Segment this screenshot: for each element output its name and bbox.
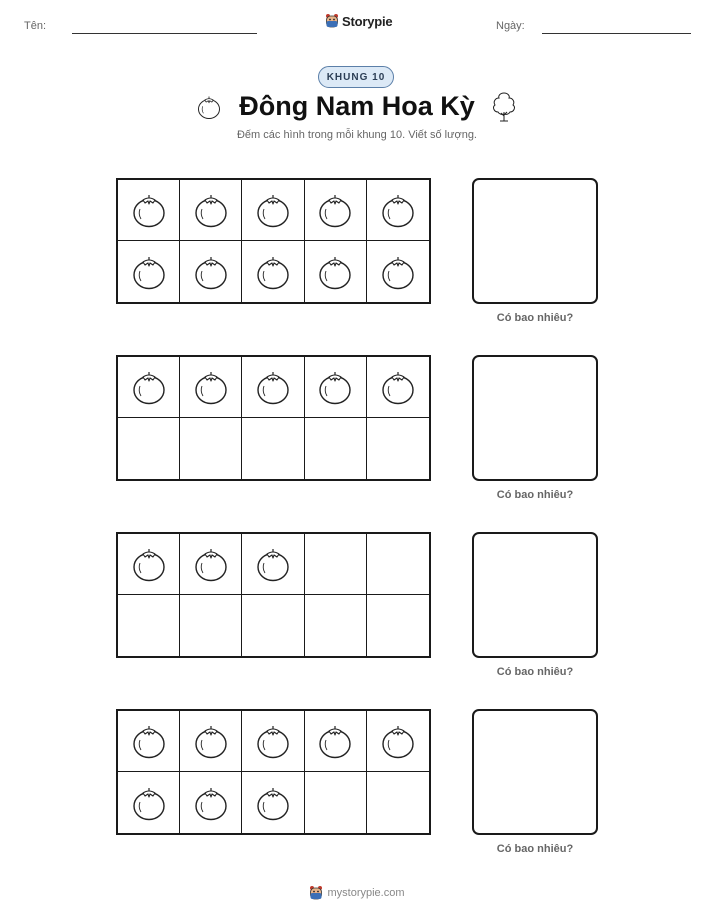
frame-cell: [118, 595, 180, 656]
answer-box-3[interactable]: [472, 532, 598, 658]
frame-cell: [180, 534, 242, 595]
frame-cell: [242, 180, 304, 241]
tree-icon: [491, 91, 517, 123]
frame-cell: [242, 711, 304, 772]
section-badge: KHUNG 10: [318, 66, 394, 88]
frame-cell: [305, 180, 367, 241]
frame-cell: [305, 357, 367, 418]
persimmon-icon: [129, 190, 169, 230]
persimmon-icon: [253, 252, 293, 292]
persimmon-icon: [253, 721, 293, 761]
persimmon-icon: [129, 252, 169, 292]
question-label-2: Có bao nhiêu?: [496, 489, 574, 501]
frame-cell: [305, 711, 367, 772]
frame-cell: [305, 241, 367, 302]
persimmon-icon: [378, 252, 418, 292]
frame-cell: [367, 180, 429, 241]
frame-cell: [305, 772, 367, 833]
persimmon-icon: [315, 190, 355, 230]
persimmon-icon: [129, 544, 169, 584]
persimmon-icon: [191, 544, 231, 584]
persimmon-icon: [378, 721, 418, 761]
frame-cell: [180, 711, 242, 772]
frame-cell: [242, 534, 304, 595]
frame-cell: [180, 357, 242, 418]
name-label: Tên:: [24, 20, 47, 32]
date-line[interactable]: [542, 33, 691, 34]
page-title: Đông Nam Hoa Kỳ: [239, 91, 475, 121]
frame-cell: [180, 772, 242, 833]
frame-cell: [118, 180, 180, 241]
instructions: Đếm các hình trong mỗi khung 10. Viết số lượng.: [236, 129, 477, 141]
ten-frame-4: [116, 709, 431, 835]
frame-cell: [305, 418, 367, 479]
frame-cell: [367, 418, 429, 479]
brand-logo: [325, 13, 392, 29]
persimmon-icon: [191, 783, 231, 823]
frame-cell: [242, 595, 304, 656]
persimmon-icon: [191, 252, 231, 292]
frame-cell: [367, 357, 429, 418]
frame-cell: [305, 595, 367, 656]
brand-name: Storypie: [342, 13, 393, 29]
answer-box-4[interactable]: [472, 709, 598, 835]
persimmon-icon: [253, 783, 293, 823]
question-label-4: Có bao nhiêu?: [496, 843, 574, 855]
frame-cell: [367, 534, 429, 595]
frame-cell: [180, 180, 242, 241]
frame-cell: [367, 241, 429, 302]
footer: [0, 885, 714, 901]
ten-frame-1: [116, 178, 431, 304]
persimmon-icon: [253, 190, 293, 230]
frame-cell: [118, 357, 180, 418]
frame-cell: [118, 711, 180, 772]
ten-frame-3: [116, 532, 431, 658]
frame-cell: [118, 534, 180, 595]
persimmon-icon: [315, 721, 355, 761]
question-label-3: Có bao nhiêu?: [496, 666, 574, 678]
persimmon-icon: [378, 190, 418, 230]
persimmon-icon: [253, 367, 293, 407]
frame-cell: [118, 772, 180, 833]
persimmon-icon: [315, 367, 355, 407]
frame-cell: [242, 241, 304, 302]
persimmon-icon: [129, 783, 169, 823]
frame-cell: [118, 241, 180, 302]
answer-box-1[interactable]: [472, 178, 598, 304]
persimmon-icon: [191, 721, 231, 761]
persimmon-icon: [191, 367, 231, 407]
footer-url: mystorypie.com: [327, 887, 405, 899]
frame-cell: [242, 418, 304, 479]
persimmon-icon: [315, 252, 355, 292]
frame-cell: [367, 772, 429, 833]
frame-cell: [367, 711, 429, 772]
frame-cell: [367, 595, 429, 656]
frame-cell: [242, 357, 304, 418]
frame-cell: [305, 534, 367, 595]
frame-cell: [118, 418, 180, 479]
name-line[interactable]: [72, 33, 257, 34]
storypie-mascot-icon: [309, 885, 323, 901]
frame-cell: [180, 595, 242, 656]
answer-box-2[interactable]: [472, 355, 598, 481]
frame-cell: [180, 241, 242, 302]
persimmon-icon: [129, 721, 169, 761]
question-label-1: Có bao nhiêu?: [496, 312, 574, 324]
persimmon-icon: [253, 544, 293, 584]
frame-cell: [180, 418, 242, 479]
ten-frame-2: [116, 355, 431, 481]
storypie-mascot-icon: [325, 13, 339, 29]
persimmon-icon: [129, 367, 169, 407]
persimmon-icon: [378, 367, 418, 407]
frame-cell: [242, 772, 304, 833]
persimmon-icon: [191, 190, 231, 230]
date-label: Ngày:: [496, 20, 525, 32]
